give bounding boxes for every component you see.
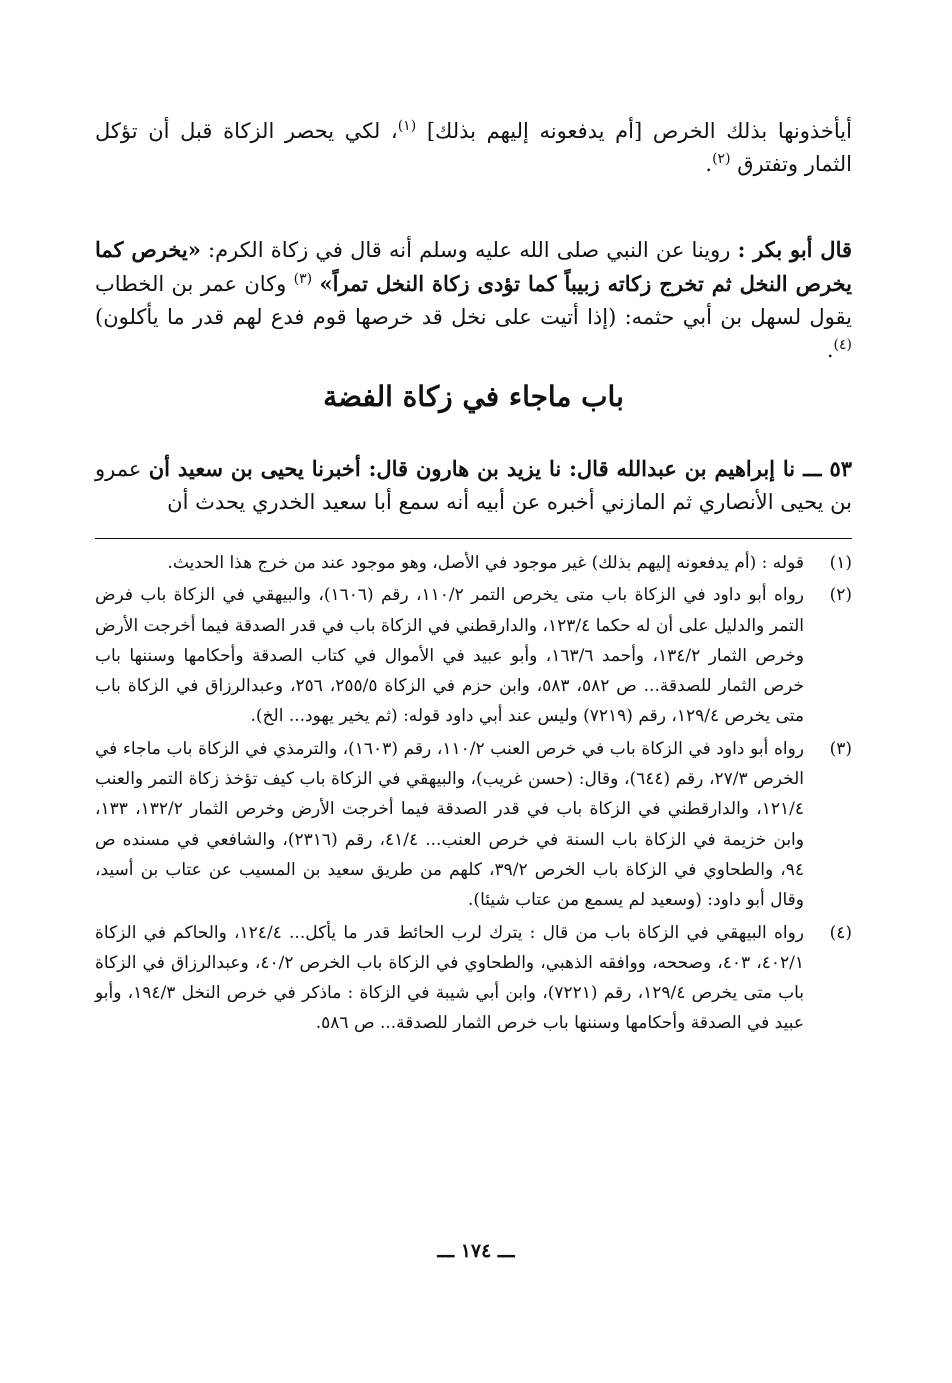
paragraph-2 [95, 233, 852, 367]
footnote-3 [95, 734, 852, 916]
footnote-ref-2: (٢) [712, 151, 731, 167]
footnote-divider [95, 538, 852, 539]
footnote-number: (٣) [829, 738, 852, 759]
footnote-text: رواه البيهقي في الزكاة باب من قال : يترك لرب الحائط قدر ما يأكل... ١٢٤/٤، والحاكم في الزكاة ٤٠٢/١، ٤٠٣، وصححه، ووافقه الذهبي، والطحاوي في الزكاة باب الخرص ٤٠/٢، وعبدالرزاق في الزكاة باب متى يخرص ١٢٩/٤، رقم (٧٢٢١)، وابن أبي شيبة في الزكاة : ماذكر في خرص النخل ١٩٤/٣، وأبو عبيد في الصدقة وأحكامها وسننها باب خرص الثمار للصدقة... ص ٥٨٦. [95, 922, 805, 1034]
paragraph-2-text-c: . [826, 338, 834, 362]
paragraph-3 [95, 452, 852, 519]
paragraph-2-text-a: روينا عن النبي صلى الله عليه وسلم أنه قال في زكاة الكرم: [200, 238, 738, 262]
footnote-text: رواه أبو داود في الزكاة باب متى يخرص التمر ١١٠/٢، رقم (١٦٠٦)، والبيهقي في الزكاة باب فرض التمر والدليل على أن له حكما ١٢٣/٤، والدارقطني في الزكاة باب في قدر الصدقة فيما أخرجت الأرض وخرص الثمار ١٣٤/٢، وأحمد ١٦٣/٦، وأبو عبيد في الأموال في كتاب الصدقة وأحكامها وسننها باب خرص الثمار للصدقة... ص ٥٨٢، ٥٨٣، وابن حزم في الزكاة ٢٥٥/٥، ٢٥٦، وعبدالرزاق في الزكاة باب متى يخرص ١٢٩/٤، رقم (٧٢١٩) وليس عند أبي داود قوله: (ثم يخير يهود... الخ). [95, 585, 805, 727]
isnad-chain: نا إبراهيم بن عبدالله قال: نا يزيد بن هارون قال: أخبرنا يحيى بن سعيد أن [148, 456, 804, 481]
paragraph-2-text-b: وكان عمر بن الخطاب يقول لسهل بن أبي حثمه: (إذا أتيت على نخل قد خرصها قوم فدع لهم قدر ما يأكلون) [95, 272, 852, 329]
paragraph-1 [95, 115, 852, 181]
footnote-ref-1: (١) [397, 118, 417, 134]
page-number: ـــ ١٧٤ ـــ [437, 1240, 515, 1262]
footnote-2 [95, 580, 852, 731]
paragraph-1-text-c: . [705, 152, 713, 176]
footnote-number: (٤) [829, 922, 852, 943]
paragraph-1-text-a: أيأخذونها بذلك الخرص [أم يدفعونه إليهم بذلك] [426, 119, 852, 143]
paragraph-2-lead: قال أبو بكر : [737, 237, 853, 262]
hadith-quote: «يخرص كما يخرص النخل ثم تخرج زكاته زبيباً كما تؤدى زكاة النخل تمراً» [95, 237, 852, 296]
footnote-text: قوله : (أم يدفعونه إليهم بذلك) غير موجود في الأصل، وهو موجود عند من خرج هذا الحديث. [167, 553, 804, 573]
chapter-heading: باب ماجاء في زكاة الفضة [323, 380, 624, 413]
paragraph-3-text: عمرو بن يحيى الأنصاري ثم المازني أخبره عن أبيه أنه سمع أبا سعيد الخدري يحدث أن [95, 457, 852, 514]
paragraph-1-text-b: ، لكي يحصر الزكاة قبل أن تؤكل الثمار وتفترق [95, 119, 852, 176]
footnote-number: (٢) [829, 585, 852, 606]
footnote-number: (١) [829, 553, 852, 573]
footnote-ref-4: (٤) [833, 337, 852, 353]
footnote-4 [95, 918, 852, 1039]
footnote-ref-3: (٣) [293, 271, 313, 287]
footnotes [95, 548, 852, 1041]
hadith-number: ٥٣ ـــ [803, 456, 853, 481]
footnote-text: رواه أبو داود في الزكاة باب في خرص العنب ١١٠/٢، رقم (١٦٠٣)، والترمذي في الزكاة باب ماجاء في الخرص ٢٧/٣، رقم (٦٤٤)، وقال: (حسن غريب)، والبيهقي في الزكاة باب كيف تؤخذ زكاة التمر والعنب ١٢١/٤، والدارقطني في الزكاة باب في قدر الصدقة فيما أخرجت الأرض وخرص الثمار ١٣٢/٢، ١٣٣، وابن خزيمة في الزكاة باب السنة في خرص العنب... ٤١/٤، رقم (٢٣١٦)، والشافعي في مسنده ص ٩٤، والطحاوي في الزكاة باب الخرص ٣٩/٢، كلهم من طريق سعيد بن المسيب عن عتاب بن أسيد، وقال أبو داود: (وسعيد لم يسمع من عتاب شيئا). [95, 738, 805, 911]
footnote-1 [95, 548, 852, 578]
